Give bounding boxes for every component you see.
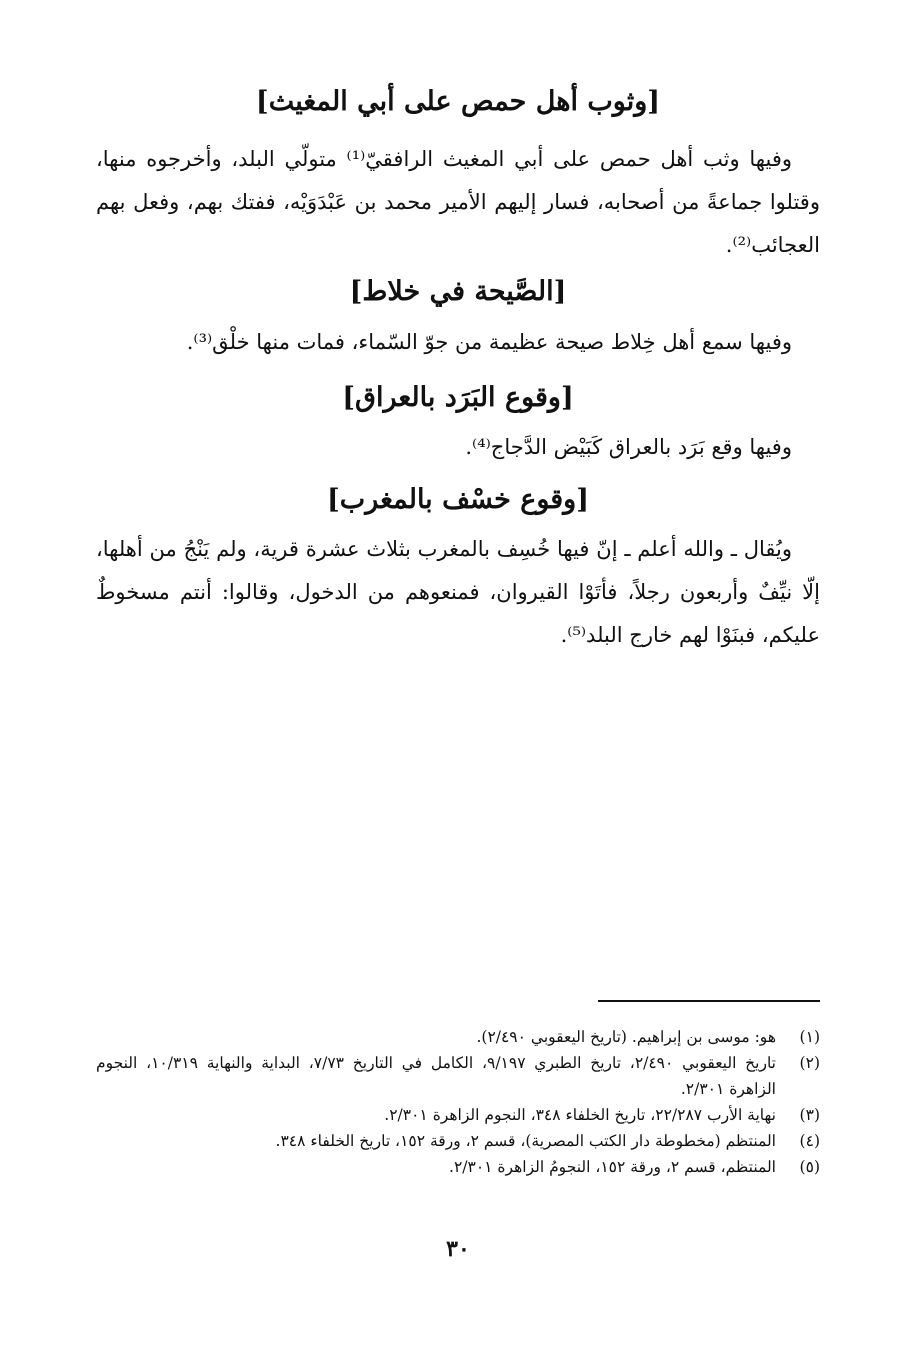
footnote-separator <box>598 1000 820 1002</box>
footnote-item <box>96 1024 820 1050</box>
footnote-text: المنتظم، قسم ٢، ورقة ١٥٢، النجومُ الزاهرة ٢/٣٠١. <box>449 1158 776 1176</box>
footnote-number: (٤) <box>799 1132 820 1150</box>
footnote-item <box>96 1102 820 1128</box>
footnote-number: (٥) <box>799 1158 820 1176</box>
paragraph-homs-uprising: وفيها وثب أهل حمص على أبي المغيث الرافقيّ⁽¹⁾ متولّي البلد، وأخرجوه منها، وقتلوا جماعةً من أصحابه، فسار إليهم الأمير محمد بن عَبْدَوَيْه، ففتك بهم، وفعل بهم العجائب⁽²⁾. <box>96 147 820 257</box>
footnote-number: (٣) <box>799 1106 820 1124</box>
section-title-iraq-hail: [وقوع البَرَد بالعراق] <box>342 382 574 413</box>
section-title-khilat-scream: [الصَّيحة في خلاط] <box>349 276 567 307</box>
footnote-text: المنتظم (مخطوطة دار الكتب المصرية)، قسم ٢، ورقة ١٥٢، تاريخ الخلفاء ٣٤٨. <box>275 1132 776 1150</box>
paragraph-iraq-hail: وفيها وقع بَرَد بالعراق كَبَيْض الدَّجاج⁽⁴⁾. <box>465 435 792 459</box>
footnote-text: هو: موسى بن إبراهيم. (تاريخ اليعقوبي ٢/٤٩٠). <box>476 1028 776 1046</box>
page-number: ٣٠ <box>446 1236 470 1262</box>
footnote-item <box>96 1154 820 1180</box>
footnote-number: (١) <box>799 1028 820 1046</box>
paragraph-khilat-scream: وفيها سمع أهل خِلاط صيحة عظيمة من جوّ السّماء، فمات منها خلْق⁽³⁾. <box>186 330 792 354</box>
footnote-item <box>96 1050 820 1102</box>
paragraph-maghreb-subsidence: ويُقال ـ والله أعلم ـ إنّ فيها خُسِف بالمغرب بثلاث عشرة قرية، ولم يَنْجُ من أهلها، إلّا نيِّفٌ وأربعون رجلاً، فأتَوْا القيروان، فمنعوهم من الدخول، وقالوا: أنتم مسخوطٌ عليكم، فبنَوْا لهم خارج البلد⁽⁵⁾. <box>96 537 820 647</box>
footnote-number: (٢) <box>799 1054 820 1072</box>
section-title-maghreb-subsidence: [وقوع خسْف بالمغرب] <box>327 484 589 515</box>
footnote-text: نهاية الأرب ٢٢/٢٨٧، تاريخ الخلفاء ٣٤٨، النجوم الزاهرة ٢/٣٠١. <box>384 1106 776 1124</box>
footnote-text: تاريخ اليعقوبي ٢/٤٩٠، تاريخ الطبري ٩/١٩٧، الكامل في التاريخ ٧/٧٣، البداية والنهاية ١٠/٣١٩، النجوم الزاهرة ٢/٣٠١. <box>96 1054 777 1098</box>
section-title-homs-uprising: [وثوب أهل حمص على أبي المغيث] <box>255 86 661 117</box>
footnotes-list <box>96 1024 820 1180</box>
footnote-item <box>96 1128 820 1154</box>
